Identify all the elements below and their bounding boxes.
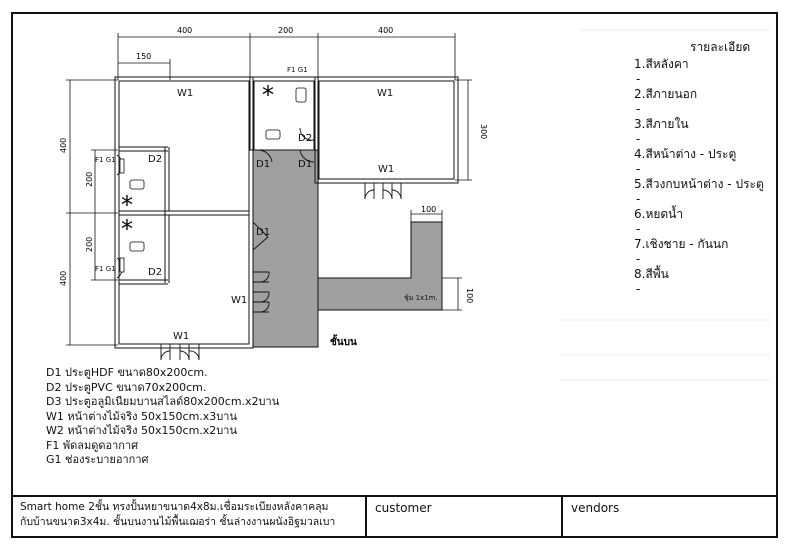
- detail-placeholder: -: [636, 72, 641, 86]
- detail-item: 2.สีภายนอก: [634, 87, 698, 101]
- detail-placeholder: -: [636, 192, 641, 206]
- door-label-d1-b: D1: [298, 159, 313, 170]
- dim-top-sub: 150: [136, 52, 152, 61]
- detail-item: 5.สีวงกบหน้าต่าง - ประตู: [634, 177, 764, 191]
- detail-placeholder: -: [636, 282, 641, 296]
- description-line: Smart home 2ชั้น ทรงปั้นหยาขนาด4x8ม.เชื่อมระเบียงหลังคาคลุม: [20, 501, 329, 513]
- fan-vent-label-a: F1 G1: [287, 66, 308, 74]
- dim-top-mid: 200: [278, 26, 294, 35]
- window-label-w1-d: W1: [231, 295, 248, 306]
- detail-placeholder: -: [636, 162, 641, 176]
- legend-line: G1 ช่องระบายอากาศ: [46, 453, 149, 466]
- legend-line: D1 ประตูHDF ขนาด80x200cm.: [46, 366, 208, 379]
- title-block: [11, 495, 778, 538]
- platform-note: ชุ้ม 1x1m.: [404, 294, 438, 302]
- dim-top-left: 400: [177, 26, 193, 35]
- door-label-d1-c: D1: [256, 227, 271, 238]
- door-label-d2-c: D2: [148, 267, 163, 278]
- window-label-w1-c: W1: [378, 164, 395, 175]
- dim-left-mid-b: 200: [85, 236, 94, 252]
- fan-asterisk-3: *: [121, 215, 133, 243]
- left-dimension-lines: [66, 80, 118, 345]
- legend-line: D2 ประตูPVC ขนาด70x200cm.: [46, 380, 207, 394]
- door-label-d2-b: D2: [148, 154, 163, 165]
- legend-line: W1 หน้าต่างไม้จริง 50x150cm.x3บาน: [46, 409, 237, 423]
- detail-item: 4.สีหน้าต่าง - ประตู: [634, 147, 737, 161]
- dim-stair-top: 100: [421, 205, 437, 214]
- dim-left-upper: 400: [59, 137, 68, 153]
- details-heading: รายละเอียด: [690, 40, 751, 54]
- detail-item: 7.เชิงชาย - กันนก: [634, 237, 729, 251]
- project-description: [20, 500, 370, 530]
- legend-line: W2 หน้าต่างไม้จริง 50x150cm.x2บาน: [46, 424, 237, 437]
- customer-label: customer: [375, 501, 432, 515]
- dim-left-lower: 400: [59, 270, 68, 286]
- fan-asterisk-1: *: [262, 81, 274, 109]
- detail-item: 3.สีภายใน: [634, 117, 689, 131]
- fan-vent-label-c: F1 G1: [95, 265, 116, 273]
- fan-asterisk-2: *: [121, 191, 133, 219]
- detail-item: 8.สีพื้น: [634, 267, 669, 281]
- dim-right-room: 300: [479, 124, 488, 140]
- detail-placeholder: -: [636, 252, 641, 266]
- window-label-w1-a: W1: [177, 88, 194, 99]
- dim-stair-right: 100: [465, 288, 474, 304]
- corridor-area: [253, 150, 442, 347]
- door-window-legend: [46, 366, 279, 468]
- detail-placeholder: -: [636, 102, 641, 116]
- dim-top-right: 400: [378, 26, 394, 35]
- detail-item: 1.สีหลังคา: [634, 57, 689, 71]
- legend-line: D3 ประตูอลูมิเนียมบานสไลด์80x200cm.x2บาน: [46, 395, 280, 408]
- door-label-d2-a: D2: [298, 133, 313, 144]
- detail-placeholder: -: [636, 132, 641, 146]
- upper-floor-label: ชั้นบน: [330, 337, 357, 348]
- description-line: กับบ้านขนาด3x4ม. ชั้นบนงานไม้พื้นเฌอร่า ชั้นล่างงานผนังอิฐมวลเบา: [20, 516, 336, 528]
- title-divider: [365, 497, 367, 538]
- details-list: [634, 40, 774, 297]
- window-label-w1-e: W1: [173, 331, 190, 342]
- title-divider: [561, 497, 563, 538]
- dim-left-mid-a: 200: [85, 171, 94, 187]
- vendors-label: vendors: [571, 501, 620, 515]
- detail-item: 6.หยดน้ำ: [634, 207, 684, 221]
- fan-vent-label-b: F1 G1: [95, 156, 116, 164]
- window-label-w1-b: W1: [377, 88, 394, 99]
- detail-placeholder: -: [636, 222, 641, 236]
- legend-line: F1 พัดลมดูดอากาศ: [46, 438, 139, 452]
- door-label-d1-a: D1: [256, 159, 271, 170]
